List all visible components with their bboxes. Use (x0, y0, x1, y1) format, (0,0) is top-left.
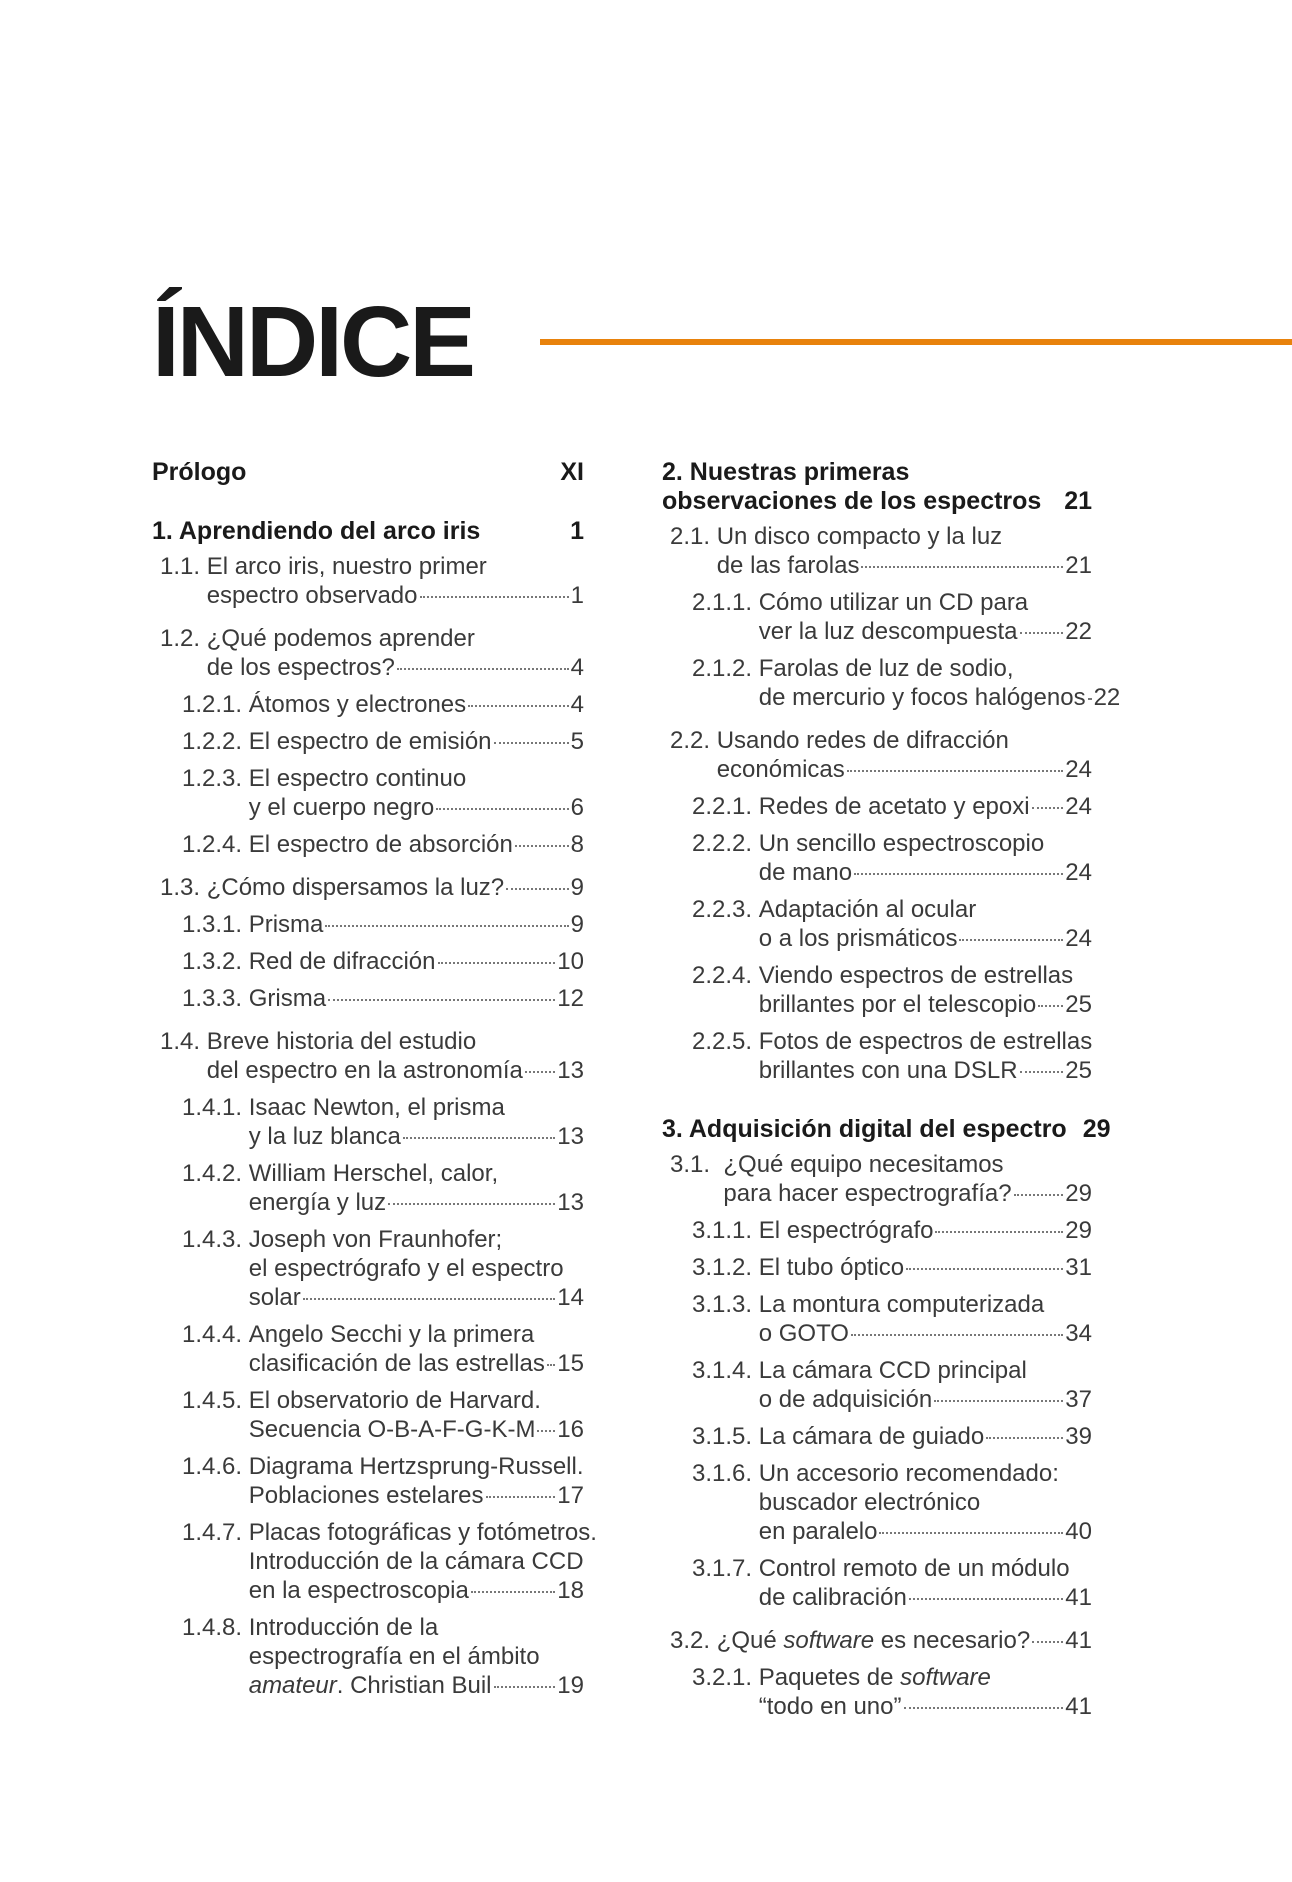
toc-page-number: 12 (557, 985, 584, 1012)
dot-leader (1032, 1641, 1063, 1643)
toc-entry-title: William Herschel, calor, (248, 1160, 499, 1187)
toc-page-number: 31 (1065, 1254, 1092, 1281)
toc-page-number: 15 (557, 1350, 584, 1377)
toc-entry (662, 1150, 1092, 1208)
toc-entry-number: 3.1.3. (692, 1291, 759, 1318)
dot-leader (1020, 632, 1064, 634)
dot-leader (468, 705, 568, 707)
dot-leader (1020, 1071, 1064, 1073)
toc-entry-title: El espectrógrafo (758, 1217, 934, 1244)
toc-entry-title: Un disco compacto y la luz (716, 523, 1003, 550)
toc-page-number: 21 (1064, 487, 1092, 515)
toc-page-number: 21 (1065, 552, 1092, 579)
toc-page-number: 16 (557, 1416, 584, 1443)
toc-entry-title: de mano (758, 859, 853, 886)
toc-entry-title: económicas (716, 756, 845, 783)
toc-entry-title: ¿Qué software es necesario? (716, 1627, 1031, 1654)
toc-entry (152, 1386, 584, 1444)
toc-entry-title: La montura computerizada (758, 1291, 1045, 1318)
toc-entry-title: o GOTO (758, 1320, 849, 1347)
dot-leader (934, 1400, 1063, 1402)
toc-page-number: 37 (1065, 1386, 1092, 1413)
toc-entry-number: 1.3.3. (182, 985, 249, 1012)
toc-entry-title: ¿Qué podemos aprender (206, 625, 475, 652)
toc-page-number: 24 (1065, 859, 1092, 886)
toc-page-number: 25 (1065, 991, 1092, 1018)
toc-entry (662, 1459, 1092, 1546)
toc-entry-title: amateur. Christian Buil (248, 1672, 492, 1699)
toc-entry-number: 2.2.1. (692, 793, 759, 820)
title-rule (540, 339, 1292, 345)
toc-entry-number: 3.1.7. (692, 1555, 759, 1582)
toc-page-number: XI (560, 458, 584, 486)
toc-entry-title: El espectro de emisión (248, 728, 492, 755)
toc-entry (662, 726, 1092, 784)
toc-entry-title: observaciones de los espectros (662, 487, 1042, 515)
toc-page-number: 24 (1065, 925, 1092, 952)
toc-entry-title: Diagrama Hertzsprung-Russell. (248, 1453, 584, 1480)
toc-entry-title: 3. Adquisición digital del espectro (662, 1115, 1067, 1143)
dot-leader (909, 1598, 1063, 1600)
toc-entry-title: Átomos y electrones (248, 691, 467, 718)
toc-entry (662, 792, 1092, 821)
toc-entry (662, 1290, 1092, 1348)
toc-page-number: 6 (570, 794, 584, 821)
toc-entry-title: El arco iris, nuestro primer (206, 553, 487, 580)
toc-entry-title: Cómo utilizar un CD para (758, 589, 1029, 616)
toc-entry-number: 1.4.2. (182, 1160, 249, 1187)
toc-entry-title: Isaac Newton, el prisma (248, 1094, 505, 1121)
toc-entry-title: espectrografía en el ámbito (248, 1643, 540, 1670)
toc-entry-title: Paquetes de software (758, 1664, 991, 1691)
toc-entry-title: Breve historia del estudio (206, 1028, 477, 1055)
toc-entry-title: El espectro continuo (248, 765, 467, 792)
toc-entry-number: 1.3.1. (182, 911, 249, 938)
toc-page-number: 8 (570, 831, 584, 858)
toc-entry-title: El tubo óptico (758, 1254, 905, 1281)
toc-entry-title: Control remoto de un módulo (758, 1555, 1070, 1582)
dot-leader (303, 1298, 556, 1300)
toc-entry-title: o a los prismáticos (758, 925, 958, 952)
dot-leader (403, 1137, 555, 1139)
toc-page-number: 41 (1065, 1627, 1092, 1654)
toc-entry-title: La cámara de guiado (758, 1423, 985, 1450)
toc-entry-title: Un sencillo espectroscopio (758, 830, 1045, 857)
toc-entry-number: 2.2.4. (692, 962, 759, 989)
dot-leader (328, 999, 555, 1001)
dot-leader (438, 962, 556, 964)
toc-entry-title: Farolas de luz de sodio, (758, 655, 1014, 682)
toc-entry-title: Prisma (248, 911, 324, 938)
toc-page-number: 10 (557, 948, 584, 975)
toc-page-number: 29 (1065, 1180, 1092, 1207)
toc-page-number: 17 (557, 1482, 584, 1509)
toc-entry-title: “todo en uno” (758, 1693, 902, 1720)
toc-entry (152, 1093, 584, 1151)
toc-entry-title: Secuencia O-B-A-F-G-K-M (248, 1416, 536, 1443)
toc-entry-title: solar (248, 1284, 301, 1311)
toc-page-number: 29 (1082, 1115, 1111, 1143)
dot-leader (904, 1707, 1064, 1709)
toc-entry-number: 1.4.6. (182, 1453, 249, 1480)
toc-entry-title: Redes de acetato y epoxi (758, 793, 1030, 820)
dot-leader (986, 1437, 1063, 1439)
toc-entry-title: de calibración (758, 1584, 907, 1611)
toc-entry (662, 458, 1092, 516)
toc-entry (152, 1320, 584, 1378)
toc-page-number: 13 (557, 1057, 584, 1084)
toc-column-left (152, 458, 597, 1700)
toc-entry (152, 830, 584, 859)
toc-page-number: 29 (1065, 1217, 1092, 1244)
toc-entry (662, 654, 1121, 712)
toc-entry (152, 1225, 584, 1312)
dot-leader (851, 1334, 1063, 1336)
page-title: ÍNDICE (152, 286, 473, 398)
toc-entry-title: de mercurio y focos halógenos (758, 684, 1086, 711)
toc-page-number: 1 (570, 582, 584, 609)
toc-entry-number: 1.2.4. (182, 831, 249, 858)
toc-entry-number: 3.2.1. (692, 1664, 759, 1691)
toc-entry-title: Prólogo (152, 458, 247, 486)
toc-entry (662, 1027, 1092, 1085)
toc-entry (662, 588, 1092, 646)
toc-entry-title: El observatorio de Harvard. (248, 1387, 541, 1414)
toc-entry (152, 1613, 584, 1700)
toc-entry (152, 1159, 584, 1217)
toc-entry-title: El espectro de absorción (248, 831, 513, 858)
toc-entry-title: Introducción de la (248, 1614, 439, 1641)
toc-entry-number: 1.3.2. (182, 948, 249, 975)
toc-entry (152, 1518, 597, 1605)
toc-entry-number: 3.1.6. (692, 1460, 759, 1487)
toc-page-number: 5 (570, 728, 584, 755)
toc-entry-number: 3.1.2. (692, 1254, 759, 1281)
toc-entry (662, 1216, 1092, 1245)
toc-entry-number: 2.1.2. (692, 655, 759, 682)
toc-entry (152, 764, 584, 822)
toc-entry (152, 1027, 584, 1085)
toc-entry-title: Usando redes de difracción (716, 727, 1009, 754)
toc-entry-number: 3.1.1. (692, 1217, 759, 1244)
toc-page-number: 24 (1065, 756, 1092, 783)
toc-entry-title: espectro observado (206, 582, 418, 609)
toc-entry (152, 727, 584, 756)
toc-page-number: 4 (570, 691, 584, 718)
dot-leader (854, 873, 1063, 875)
toc-column-right (662, 458, 1121, 1721)
toc-entry-number: 3.1. (670, 1151, 724, 1178)
toc-entry-title: Red de difracción (248, 948, 436, 975)
toc-entry-title: ¿Qué equipo necesitamos (723, 1151, 1004, 1178)
toc-entry (662, 1554, 1092, 1612)
toc-page-number: 4 (570, 654, 584, 681)
toc-entry-title: Grisma (248, 985, 327, 1012)
toc-page-number: 13 (557, 1189, 584, 1216)
toc-entry-title: Adaptación al ocular (758, 896, 977, 923)
toc-entry (152, 517, 584, 546)
toc-entry-title: Introducción de la cámara CCD (248, 1548, 584, 1575)
toc-entry (152, 873, 584, 902)
dot-leader (537, 1430, 555, 1432)
toc-page-number: 19 (557, 1672, 584, 1699)
toc-entry-title: el espectrógrafo y el espectro (248, 1255, 564, 1282)
toc-page-number: 40 (1065, 1518, 1092, 1545)
dot-leader (494, 742, 569, 744)
toc-entry-title: en la espectroscopia (248, 1577, 469, 1604)
toc-entry (662, 895, 1092, 953)
toc-entry-title: Un accesorio recomendado: (758, 1460, 1059, 1487)
toc-page-number: 24 (1065, 793, 1092, 820)
dot-leader (388, 1203, 555, 1205)
toc-entry-number: 1.3. (160, 874, 207, 901)
toc-entry-title: 2. Nuestras primeras (662, 458, 910, 486)
dot-leader (547, 1364, 555, 1366)
toc-entry-number: 3.1.5. (692, 1423, 759, 1450)
dot-leader (935, 1231, 1063, 1233)
toc-page-number: 18 (557, 1577, 584, 1604)
dot-leader (847, 770, 1064, 772)
toc-page-number: 25 (1065, 1057, 1092, 1084)
toc-entry-title: del espectro en la astronomía (206, 1057, 523, 1084)
toc-page-number: 1 (570, 517, 584, 545)
toc-entry-title: brillantes por el telescopio (758, 991, 1037, 1018)
toc-entry-title: y el cuerpo negro (248, 794, 435, 821)
toc-entry-title: y la luz blanca (248, 1123, 401, 1150)
toc-entry (152, 947, 584, 976)
toc-page-number: 9 (570, 874, 584, 901)
toc-entry-title: para hacer espectrografía? (723, 1180, 1012, 1207)
toc-entry-number: 1.4.7. (182, 1519, 249, 1546)
toc-entry (662, 1115, 1111, 1144)
toc-entry-number: 2.2.3. (692, 896, 759, 923)
toc-page-number: 39 (1065, 1423, 1092, 1450)
dot-leader (879, 1532, 1063, 1534)
toc-entry (152, 624, 584, 682)
toc-entry-title: Poblaciones estelares (248, 1482, 484, 1509)
dot-leader (1014, 1194, 1064, 1196)
toc-entry-title: brillantes con una DSLR (758, 1057, 1018, 1084)
toc-entry-number: 1.1. (160, 553, 207, 580)
toc-entry-number: 2.1. (670, 523, 717, 550)
dot-leader (471, 1591, 555, 1593)
dot-leader (436, 808, 568, 810)
toc-page-number: 22 (1065, 618, 1092, 645)
toc-page-number: 41 (1065, 1584, 1092, 1611)
toc-page-number: 9 (570, 911, 584, 938)
toc-page-number: 41 (1065, 1693, 1092, 1720)
toc-entry-number: 2.1.1. (692, 589, 759, 616)
toc-entry (662, 522, 1092, 580)
toc-entry-number: 1.4. (160, 1028, 207, 1055)
toc-entry-number: 2.2.5. (692, 1028, 759, 1055)
toc-entry-title: Placas fotográficas y fotómetros. (248, 1519, 597, 1546)
toc-entry (662, 1422, 1092, 1451)
toc-entry-title: ¿Cómo dispersamos la luz? (206, 874, 505, 901)
toc-entry-title: buscador electrónico (758, 1489, 981, 1516)
toc-entry-title: ver la luz descompuesta (758, 618, 1018, 645)
toc-entry-title: energía y luz (248, 1189, 387, 1216)
toc-entry (152, 910, 584, 939)
toc-page-number: 22 (1093, 684, 1121, 711)
dot-leader (494, 1686, 556, 1688)
toc-entry-title: 1. Aprendiendo del arco iris (152, 517, 481, 545)
toc-entry-number: 1.2.3. (182, 765, 249, 792)
dot-leader (1088, 698, 1092, 700)
toc-entry-number: 1.4.1. (182, 1094, 249, 1121)
dot-leader (325, 925, 568, 927)
toc-entry (152, 552, 584, 610)
toc-entry (662, 1626, 1092, 1655)
toc-entry-number: 1.4.8. (182, 1614, 249, 1641)
toc-entry-number: 1.4.5. (182, 1387, 249, 1414)
toc-entry-title: Fotos de espectros de estrellas (758, 1028, 1093, 1055)
toc-entry-number: 3.2. (670, 1627, 717, 1654)
toc-entry-title: de las farolas (716, 552, 860, 579)
dot-leader (1038, 1005, 1063, 1007)
toc-entry-title: de los espectros? (206, 654, 395, 681)
toc-entry-title: clasificación de las estrellas (248, 1350, 545, 1377)
toc-entry (152, 690, 584, 719)
toc-entry (662, 961, 1092, 1019)
dot-leader (397, 668, 569, 670)
toc-entry (152, 984, 584, 1013)
dot-leader (906, 1268, 1063, 1270)
dot-leader (506, 888, 568, 890)
toc-entry-number: 1.2. (160, 625, 207, 652)
toc-entry-number: 1.2.2. (182, 728, 249, 755)
dot-leader (515, 845, 569, 847)
dot-leader (861, 566, 1063, 568)
toc-entry-title: La cámara CCD principal (758, 1357, 1027, 1384)
toc-page-number: 34 (1065, 1320, 1092, 1347)
toc-entry-title: Angelo Secchi y la primera (248, 1321, 535, 1348)
toc-entry-number: 2.2. (670, 727, 717, 754)
dot-leader (959, 939, 1063, 941)
toc-entry (662, 1253, 1092, 1282)
toc-entry-number: 1.2.1. (182, 691, 249, 718)
toc-entry (662, 829, 1092, 887)
dot-leader (1032, 807, 1064, 809)
toc-entry-title: en paralelo (758, 1518, 878, 1545)
toc-entry-title: Joseph von Fraunhofer; (248, 1226, 503, 1253)
dot-leader (420, 596, 569, 598)
toc-entry-title: Viendo espectros de estrellas (758, 962, 1074, 989)
toc-entry (662, 1356, 1092, 1414)
dot-leader (486, 1496, 556, 1498)
toc-entry-number: 1.4.3. (182, 1226, 249, 1253)
toc-entry (152, 1452, 584, 1510)
toc-page-number: 13 (557, 1123, 584, 1150)
toc-entry (662, 1663, 1092, 1721)
toc-page-number: 14 (557, 1284, 584, 1311)
toc-entry-number: 2.2.2. (692, 830, 759, 857)
toc-entry (152, 458, 584, 487)
toc-entry-number: 3.1.4. (692, 1357, 759, 1384)
toc-entry-title: o de adquisición (758, 1386, 933, 1413)
dot-leader (525, 1071, 555, 1073)
toc-entry-number: 1.4.4. (182, 1321, 249, 1348)
